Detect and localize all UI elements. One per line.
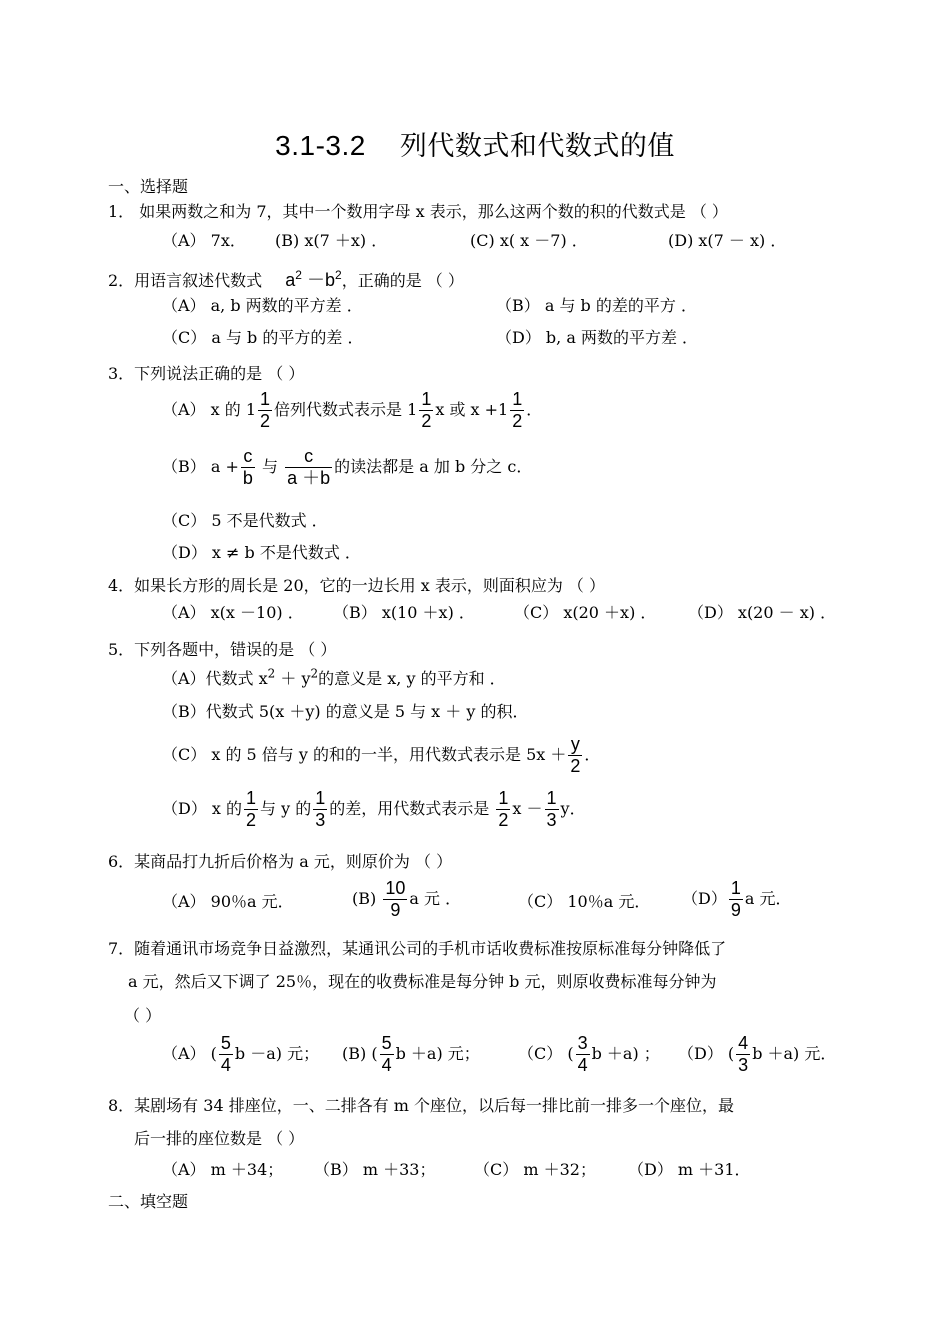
question-8-option-c: （C） m ＋32； [474, 1160, 596, 1179]
question-8-option-d: （D） m ＋31． [628, 1160, 751, 1179]
frac-num: 1 [730, 878, 741, 898]
frac-den: 3 [315, 810, 326, 830]
question-2-expression [285, 270, 341, 290]
fraction-one-half [244, 788, 258, 831]
q3a-end: ． [526, 400, 543, 419]
fraction-one-half [258, 389, 272, 432]
question-4-option-b: （B） x(10 ＋x) ． [333, 603, 475, 622]
fraction-ten-ninths [383, 878, 407, 921]
question-3-option-d: （D） x ≠ b 不是代数式 ． [162, 543, 361, 562]
q5a-exp1: 2 [267, 666, 276, 681]
q5d-pre: （D） x 的 [162, 799, 243, 818]
frac-den: 2 [512, 411, 523, 431]
question-7-stem-line1: 7．随着通讯市场竞争日益激烈，某通讯公司的手机市话收费标准按原标准每分钟降低了 [108, 939, 727, 958]
question-6-stem: 6．某商品打九折后价格为 a 元，则原价为 （ ） [108, 852, 453, 871]
frac-den: 3 [546, 810, 557, 830]
fraction-one-half [510, 389, 524, 432]
q5d-mid1: 与 y 的 [260, 799, 312, 818]
frac-num: 5 [220, 1033, 231, 1053]
q5a-mid: ＋ y [275, 669, 311, 688]
expr-minus: －b [301, 270, 335, 290]
frac-num: 1 [421, 389, 432, 409]
question-1-option-a: （A） 7x． [162, 231, 246, 250]
frac-den: 3 [738, 1055, 749, 1075]
q5a-pre: （A）代数式 x [162, 669, 268, 688]
question-1-option-b: (B) x(7 ＋x) ． [275, 231, 388, 250]
fraction-one-third [313, 788, 327, 831]
question-2-option-c: （C） a 与 b 的平方的差 ． [162, 328, 364, 347]
question-6-option-d [682, 878, 792, 921]
question-7-option-c [518, 1033, 660, 1076]
question-4-option-c: （C） x(20 ＋x) ． [514, 603, 657, 622]
frac-den: 2 [260, 411, 271, 431]
fraction-one-half [419, 389, 433, 432]
q3a-mid2: x 或 x +1 [435, 400, 509, 419]
frac-num: 1 [315, 788, 326, 808]
question-2-stem-post: ，正确的是 （ ） [341, 271, 464, 290]
frac-den: 2 [498, 810, 509, 830]
frac-den: 9 [390, 900, 401, 920]
q3b-post: 的读法都是 a 加 b 分之 c． [334, 457, 533, 476]
q5d-mid3: x － [512, 799, 543, 818]
question-3-option-a [162, 389, 542, 432]
q7c-pre: （C） ( [518, 1044, 574, 1063]
frac-den: 4 [381, 1055, 392, 1075]
question-2-option-a: （A） a, b 两数的平方差 ． [162, 296, 363, 315]
q7c-post: b ＋a) ； [591, 1044, 660, 1063]
fraction-c-over-a-plus-b [285, 446, 332, 489]
question-3-option-b [162, 446, 532, 489]
fraction-three-fourths [576, 1033, 590, 1076]
q5a-post: 的意义是 x, y 的平方和 ． [318, 669, 506, 688]
frac-den: b [242, 468, 253, 488]
frac-num: c [285, 446, 332, 468]
question-4-option-a: （A） x(x －10) ． [162, 603, 304, 622]
question-5-option-c [162, 734, 600, 777]
title-text: 列代数式和代数式的值 [399, 131, 675, 162]
question-1-option-c: (C) x( x －7) ． [470, 231, 588, 250]
q5c-post: ． [584, 745, 601, 764]
frac-num: 1 [260, 389, 271, 409]
question-6-option-a: （A） 90％a 元． [162, 892, 294, 911]
expr-a: a [285, 270, 296, 290]
question-7-option-d [678, 1033, 836, 1076]
expr-exp2: 2 [335, 268, 342, 282]
fraction-four-thirds [736, 1033, 750, 1076]
fraction-one-third [545, 788, 559, 831]
question-5-option-d [162, 788, 586, 831]
question-3-stem: 3．下列说法正确的是 （ ） [108, 364, 305, 383]
question-5-option-b: （B）代数式 5(x ＋y) 的意义是 5 与 x ＋ y 的积． [162, 702, 529, 721]
fraction-one-half [496, 788, 510, 831]
frac-num: c [241, 446, 255, 468]
frac-num: 1 [546, 788, 557, 808]
question-2-stem-pre: 2．用语言叙述代数式 [108, 271, 263, 290]
page-title [0, 124, 950, 163]
question-8-stem-line1: 8．某剧场有 34 排座位，一、二排各有 m 个座位，以后每一排比前一排多一个座位，最 [108, 1096, 735, 1115]
frac-den: 2 [246, 810, 257, 830]
question-8-option-b: （B） m ＋33； [314, 1160, 436, 1179]
question-7-stem-line3: （ ） [124, 1006, 162, 1025]
q3a-pre: （A） x 的 1 [162, 400, 257, 419]
question-1-stem: 1． 如果两数之和为 7，其中一个数用字母 x 表示，那么这两个数的积的代数式是 （ ） [108, 202, 728, 221]
frac-num: 5 [381, 1033, 392, 1053]
q3a-mid: 倍列代数式表示是 1 [274, 400, 418, 419]
expr-exp1: 2 [295, 268, 302, 282]
q5d-mid2: 的差，用代数式表示是 [329, 799, 490, 818]
q5a-exp2: 2 [310, 666, 319, 681]
frac-den: 4 [577, 1055, 588, 1075]
frac-den: 2 [421, 411, 432, 431]
question-7-option-b [342, 1033, 480, 1076]
section-heading-fill-in: 二、填空题 [108, 1192, 189, 1211]
question-8-stem-line2: 后一排的座位数是 （ ） [134, 1129, 305, 1148]
q6b-pre: (B) [352, 889, 377, 908]
q6d-post: a 元． [744, 889, 792, 908]
q7a-pre: （A） ( [162, 1044, 217, 1063]
question-2-stem [108, 266, 464, 292]
frac-num: y [568, 734, 582, 756]
frac-den: a ＋b [287, 468, 331, 488]
question-7-stem-line2: a 元，然后又下调了 25％，现在的收费标准是每分钟 b 元，则原收费标准每分钟为 [128, 972, 717, 991]
question-6-option-b [352, 878, 461, 921]
fraction-five-fourths [380, 1033, 394, 1076]
title-number: 3.1-3.2 [275, 130, 366, 161]
fraction-one-ninth [729, 878, 743, 921]
frac-num: 1 [498, 788, 509, 808]
q7d-pre: （D） ( [678, 1044, 735, 1063]
q5d-post: y． [560, 799, 586, 818]
question-4-option-d: （D） x(20 － x) ． [688, 603, 837, 622]
q6d-pre: （D） [682, 889, 727, 908]
fraction-y-over-2 [568, 734, 582, 777]
q6b-post: a 元 ． [409, 889, 462, 908]
q7b-pre: (B) ( [342, 1044, 378, 1063]
frac-num: 10 [385, 878, 406, 898]
question-1-option-d: (D) x(7 － x) ． [668, 231, 787, 250]
q3b-pre: （B） a + [162, 457, 239, 476]
q7a-post: b －a) 元； [234, 1044, 320, 1063]
question-8-option-a: （A） m ＋34； [162, 1160, 284, 1179]
question-3-option-c: （C） 5 不是代数式 ． [162, 511, 328, 530]
question-2-option-d: （D） b, a 两数的平方差 ． [496, 328, 699, 347]
fraction-five-fourths [219, 1033, 233, 1076]
question-7-option-a [162, 1033, 319, 1076]
q7b-post: b ＋a) 元； [395, 1044, 480, 1063]
question-4-stem: 4．如果长方形的周长是 20，它的一边长用 x 表示，则面积应为 （ ） [108, 576, 605, 595]
frac-den: 2 [570, 756, 581, 776]
fraction-c-over-b [241, 446, 255, 489]
q3b-mid: 与 [262, 457, 279, 476]
q5c-pre: （C） x 的 5 倍与 y 的和的一半，用代数式表示是 5x ＋ [162, 745, 567, 764]
frac-num: 1 [246, 788, 257, 808]
frac-num: 3 [577, 1033, 588, 1053]
frac-num: 4 [738, 1033, 749, 1053]
question-2-option-b: （B） a 与 b 的差的平方 ． [496, 296, 697, 315]
q7d-post: b ＋a) 元． [752, 1044, 837, 1063]
question-5-stem: 5．下列各题中，错误的是 （ ） [108, 640, 337, 659]
frac-num: 1 [512, 389, 523, 409]
question-6-option-c: （C） 10％a 元． [518, 892, 651, 911]
frac-den: 9 [730, 900, 741, 920]
section-heading-choice: 一、选择题 [108, 177, 189, 196]
frac-den: 4 [220, 1055, 231, 1075]
question-5-option-a [162, 666, 506, 689]
